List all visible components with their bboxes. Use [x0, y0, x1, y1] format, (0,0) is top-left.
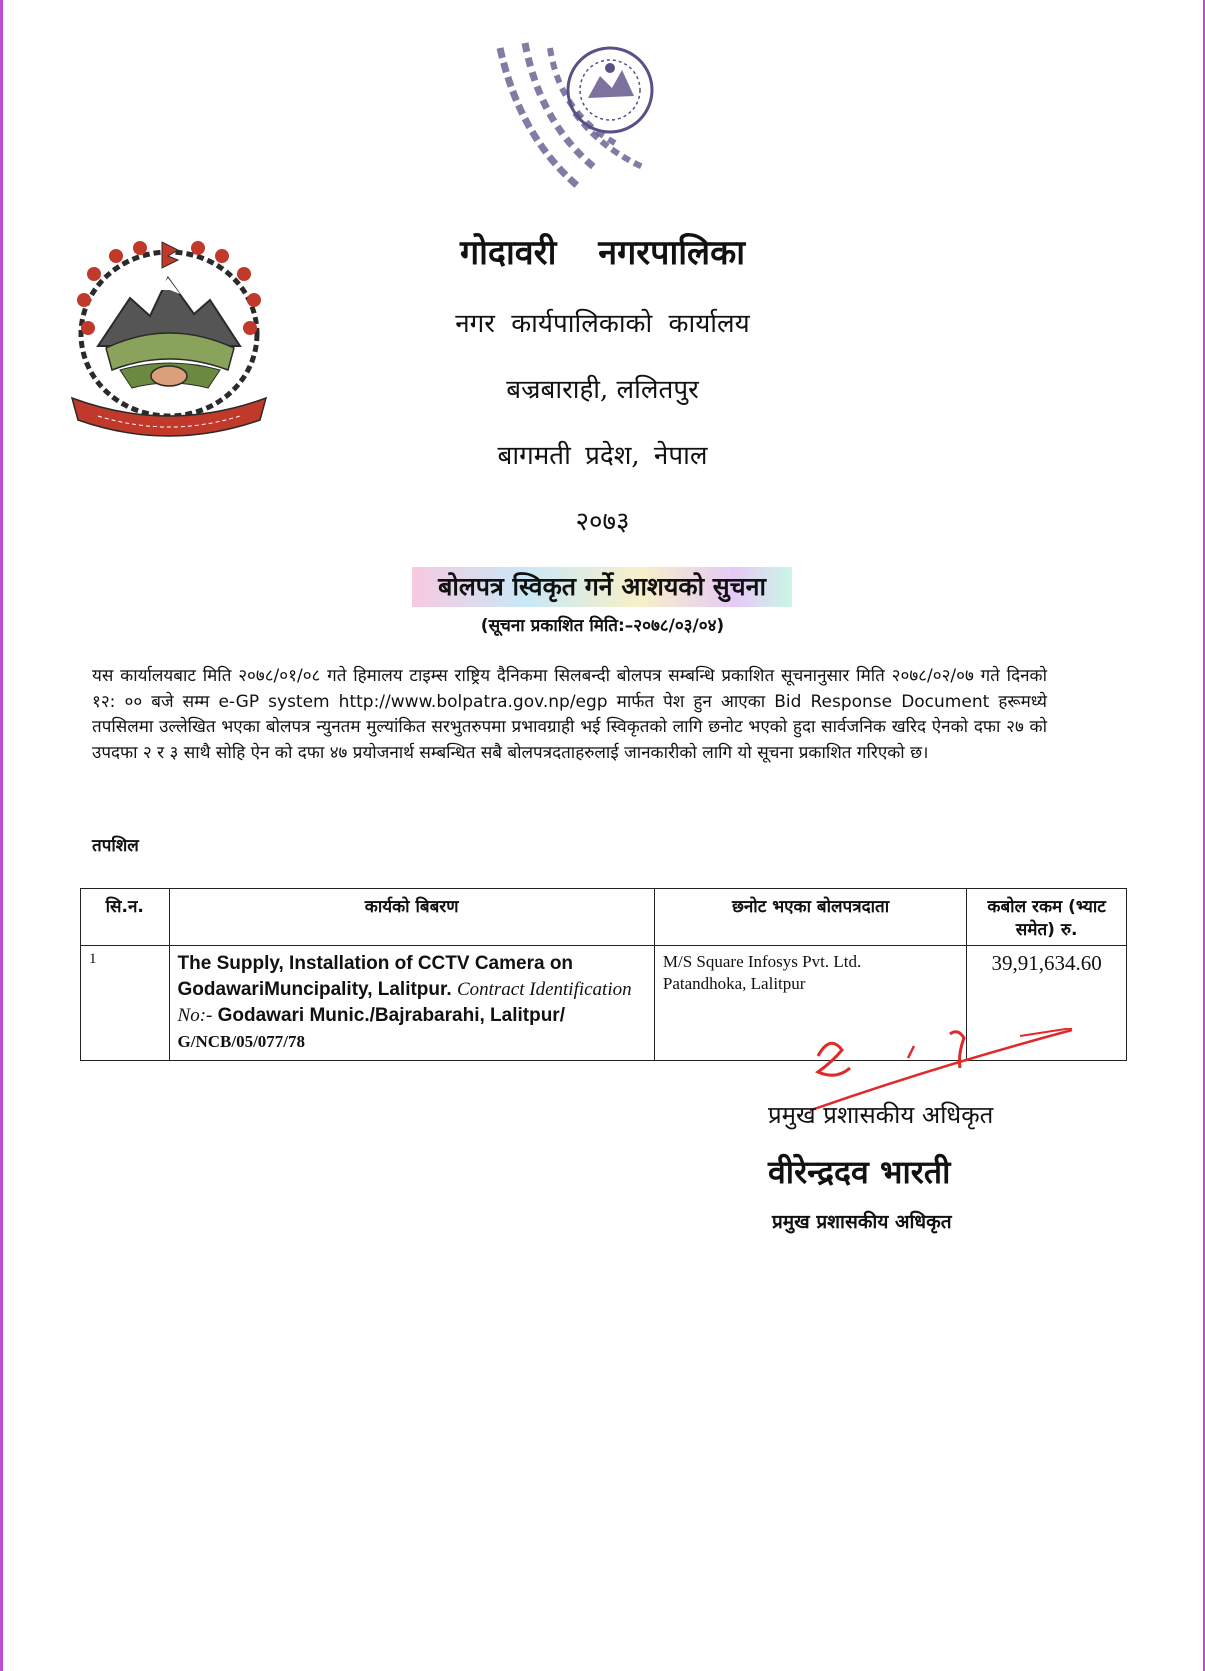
- row-work-description: [169, 946, 654, 1061]
- table-header-row: [81, 889, 1127, 946]
- work-title: The Supply, Installation of CCTV Camera on GodawariMuncipality, Lalitpur.: [177, 953, 574, 1000]
- signatory-title-handwritten: प्रमुख प्रशासकीय अधिकृत: [768, 1101, 994, 1129]
- header-bid-amount: कबोल रकम (भ्याट समेत) रु.: [967, 889, 1127, 946]
- office-location: बज्रबाराही, ललितपुर: [506, 375, 699, 405]
- municipality-name: गोदावरी नगरपालिका: [459, 233, 746, 273]
- header-serial: सि.न.: [81, 889, 170, 946]
- established-year: २०७३: [575, 507, 630, 537]
- signatory-title-stamp: प्रमुख प्रशासकीय अधिकृत: [772, 1211, 952, 1233]
- header-selected-bidder: छनोट भएका बोलपत्रदाता: [654, 889, 966, 946]
- bidder-address: Patandhoka, Lalitpur: [662, 974, 806, 993]
- contract-id-label: Contract Identification No:-: [177, 979, 632, 1026]
- bidder-name: M/S Square Infosys Pvt. Ltd.: [662, 952, 862, 971]
- signatory-name: वीरेन्द्रदव भारती: [768, 1153, 951, 1191]
- notice-published-date: (सूचना प्रकाशित मिति:–२०७८/०३/०४): [480, 616, 725, 636]
- notice-body-paragraph: यस कार्यालयबाट मिति २०७८/०१/०८ गते हिमालय टाइम्स राष्ट्रिय दैनिकमा सिलबन्दी बोलपत्र सम्बन्धि प्रकाशित सूचनानुसार मिति २०७८/०२/०७ गते दिनको १२: ०० बजे सम्म e-GP system http://www.bolpatra.gov.np/egp मार्फत पेश हुन आएका Bid Response Document हरूमध्ये तपसिलमा उल्लेखित भएका बोलपत्र न्युनतम मुल्यांकित सरभुतरुपमा प्रभावग्राही भई स्विकृतको लागि छनोट भएको हुदा सार्वजनिक खरिद ऐनको दफा २७ को उपदफा २ र ३ साथै सोहि ऐन को दफा ४७ प्रयोजनार्थ सम्बन्धित सबै बोलपत्रदताहरुलाई जानकारीको लागि यो सूचना प्रकाशित गरिएको छ।: [92, 666, 1047, 763]
- notice-title: बोलपत्र स्विकृत गर्ने आशयको सुचना: [412, 567, 792, 607]
- header-work-description: कार्यको बिबरण: [169, 889, 654, 946]
- contract-id-office: Godawari Munic./Bajrabarahi, Lalitpur/: [217, 1005, 565, 1026]
- row-serial: 1: [81, 946, 170, 1061]
- office-name: नगर कार्यपालिकाको कार्यालय: [455, 309, 750, 339]
- province-country: बागमती प्रदेश, नेपाल: [497, 441, 708, 471]
- contract-id-code: G/NCB/05/077/78: [177, 1032, 306, 1051]
- details-label: तपशिल: [92, 836, 139, 856]
- municipality-seal-stamp: [480, 18, 680, 208]
- row-bid-amount: 39,91,634.60: [967, 946, 1127, 1061]
